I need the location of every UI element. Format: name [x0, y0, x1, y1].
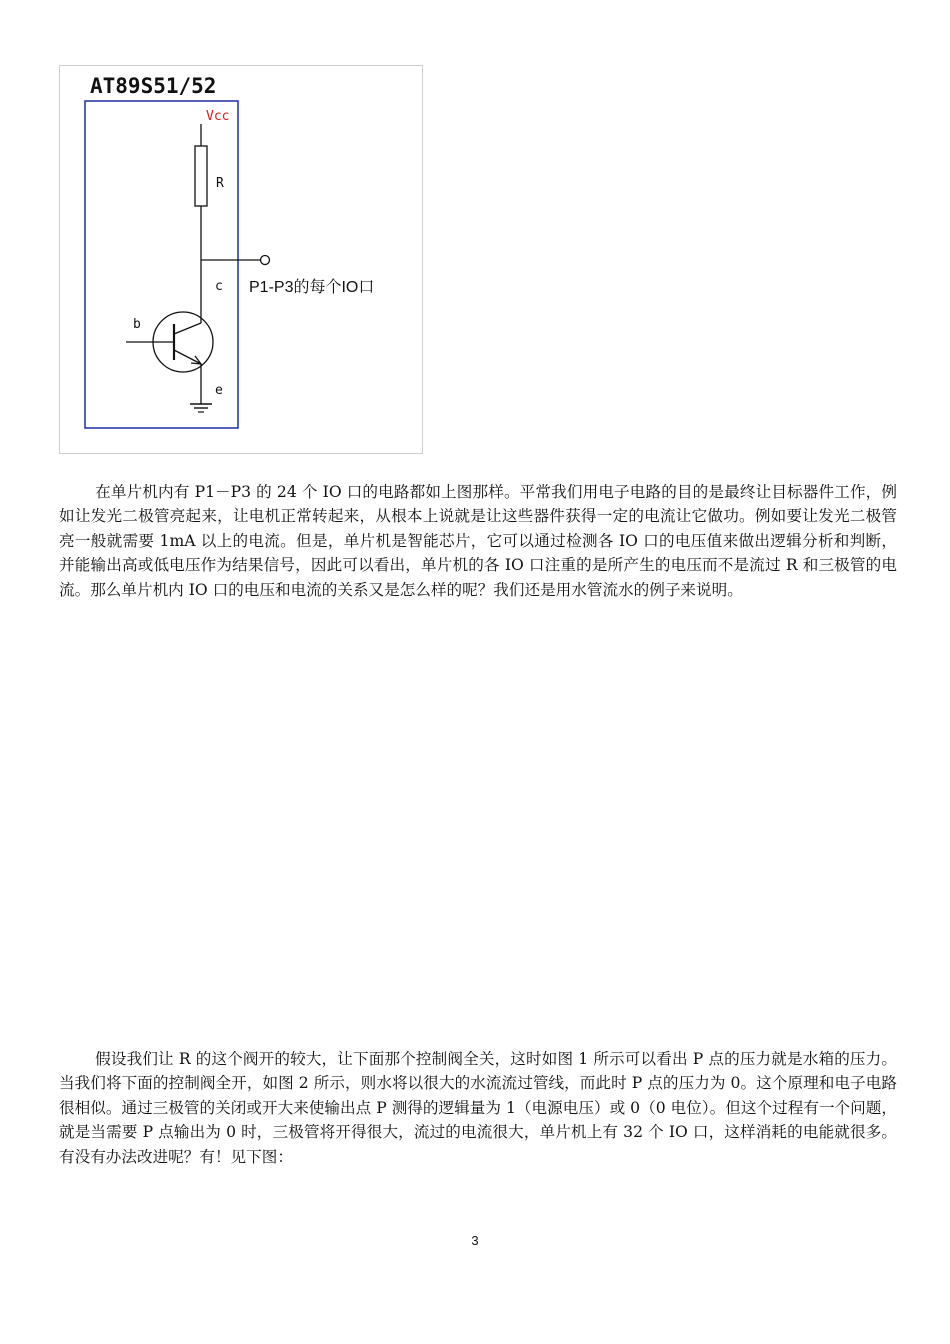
emitter-lead: [174, 350, 201, 364]
chip-title: AT89S51/52: [90, 74, 217, 98]
paragraph-valve-analogy-text: 假设我们让 R 的这个阀开的较大，让下面那个控制阀全关，这时如图 1 所示可以看出 P 点的压力就是水箱的压力。当我们将下面的控制阀全开，如图 2 所示，则水将以很大的水流流过管线，而此时 P 点的压力为 0。这个原理和电子电路很相似。通过三极管的关闭或开大来使输出点 P 测得的逻辑量为 1（电源电压）或 0（0 电位）。但这个过程有一个问题，就是当需要 P 点输出为 0 时，三极管将开得很大，流过的电流很大，单片机上有 32 个 IO 口，这样消耗的电能就很多。有没有办法改进呢？有！见下图：: [59, 1050, 897, 1166]
base-label: b: [133, 317, 141, 332]
collector-label: c: [215, 279, 223, 294]
circuit-figure: [59, 65, 423, 454]
paragraph-io-circuit: [59, 480, 897, 602]
port-label: P1-P3的每个IO口: [249, 279, 375, 296]
circuit-diagram: [60, 66, 424, 455]
paragraph-io-circuit-text: 在单片机内有 P1－P3 的 24 个 IO 口的电路都如上图那样。平常我们用电子电路的目的是最终让目标器件工作，例如让发光二极管亮起来，让电机正常转起来，从根本上说就是让这些器件获得一定的电流让它做功。例如要让发光二极管亮一般就需要 1mA 以上的电流。但是，单片机是智能芯片，它可以通过检测各 IO 口的电压值来做出逻辑分析和判断，并能输出高或低电压作为结果信号，因此可以看出，单片机的各 IO 口注重的是所产生的电压而不是流过 R 和三极管的电流。那么单片机内 IO 口的电压和电流的关系又是怎么样的呢？我们还是用水管流水的例子来说明。: [59, 483, 897, 599]
collector-lead: [174, 323, 201, 334]
resistor-label: R: [216, 176, 224, 191]
resistor-symbol: [195, 146, 207, 206]
vcc-label: Vcc: [206, 109, 230, 124]
page-number: 3: [471, 1233, 479, 1248]
chip-boundary: [85, 101, 238, 428]
emitter-label: e: [215, 383, 223, 398]
output-terminal: [261, 256, 270, 265]
paragraph-valve-analogy: [59, 1047, 897, 1169]
